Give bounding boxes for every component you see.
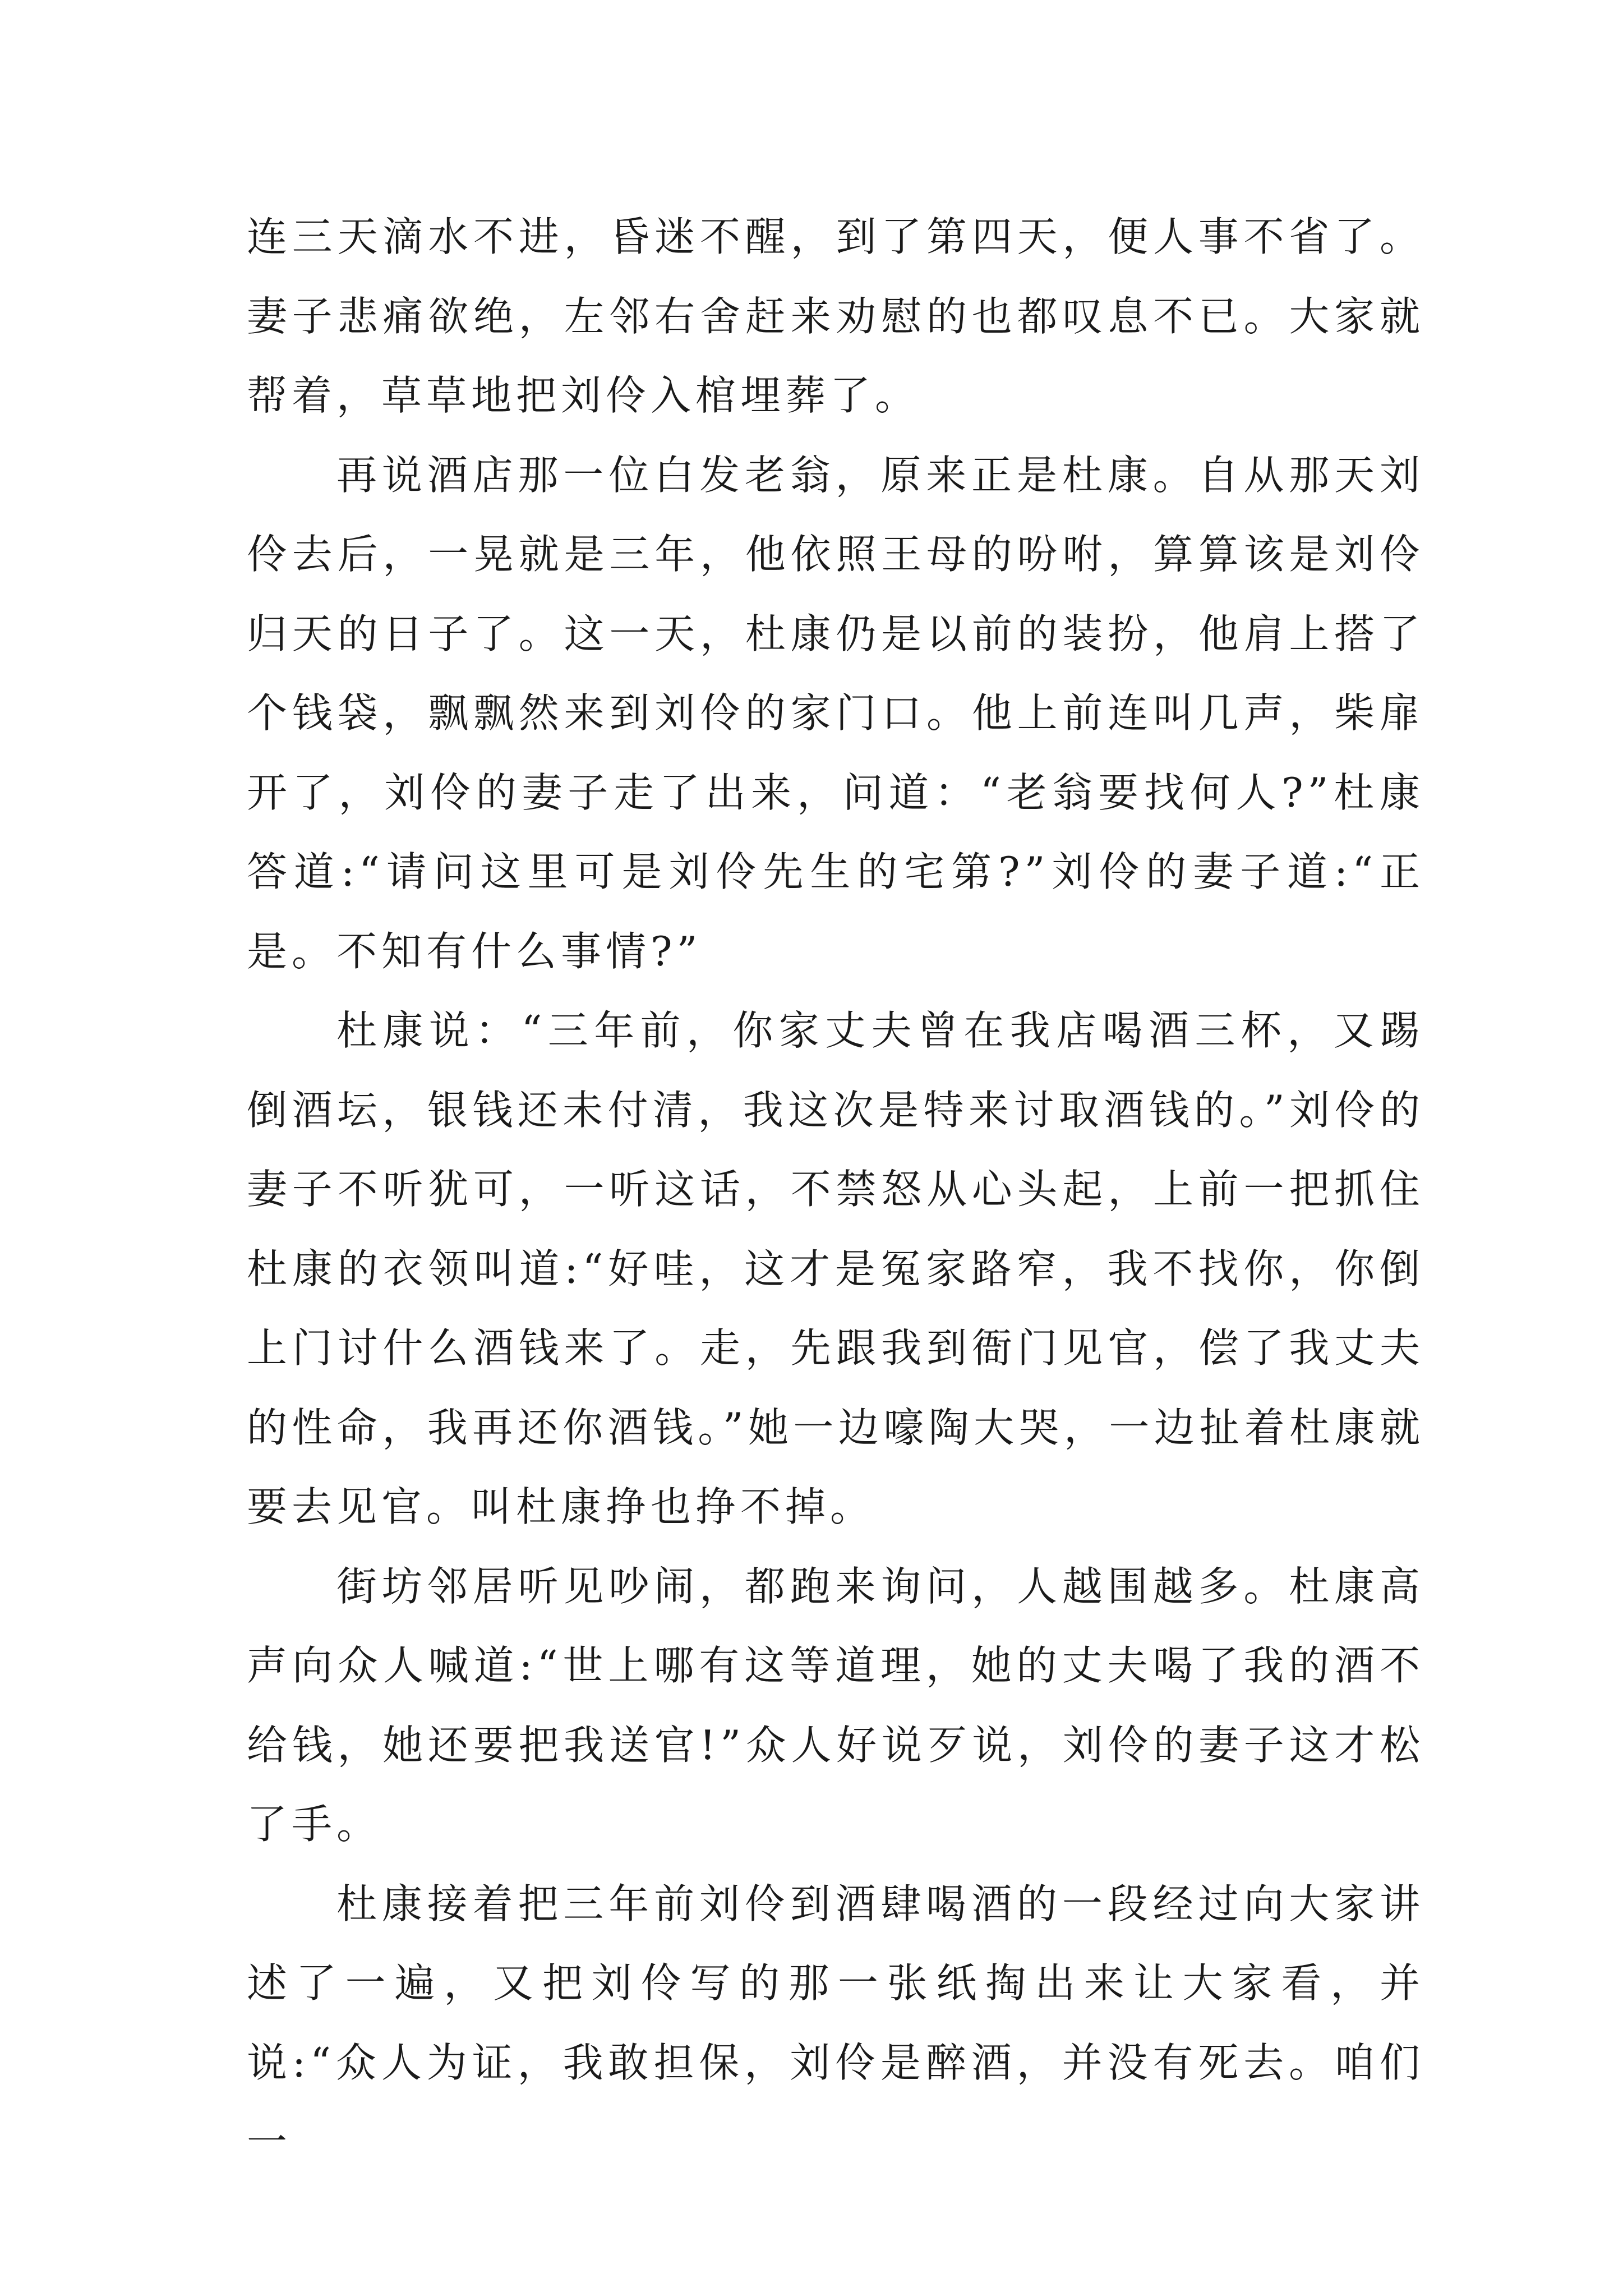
paragraph-3: 杜康说：“三年前，你家丈夫曾在我店喝酒三杯，又踢倒酒坛，银钱还未付清，我这次是特来讨取酒钱的。”刘伶的妻子不听犹可，一听这话，不禁怒从心头起，上前一把抓住杜康的衣领叫道:“好哇，这才是冤家路窄，我不找你，你倒上门讨什么酒钱来了。走，先跟我到衙门见官，偿了我丈夫的性命，我再还你酒钱。”她一边嚎陶大哭，一边扯着杜康就要去见官。叫杜康挣也挣不掉。 [247, 1007, 1424, 1530]
document-body [247, 197, 1424, 2182]
paragraph-1: 连三天滴水不进，昏迷不醒，到了第四天，便人事不省了。妻子悲痛欲绝，左邻右舍赶来劝慰的也都叹息不已。大家就帮着，草草地把刘伶入棺埋葬了。 [247, 213, 1424, 419]
paragraph-4: 街坊邻居听见吵闹，都跑来询问，人越围越多。杜康高声向众人喊道:“世上哪有这等道理，她的丈夫喝了我的酒不给钱，她还要把我送官!”众人好说歹说，刘伶的妻子这才松了手。 [247, 1562, 1424, 1848]
paragraph-2: 再说酒店那一位白发老翁，原来正是杜康。自从那天刘伶去后，一晃就是三年，他依照王母的吩咐，算算该是刘伶归天的日子了。这一天，杜康仍是以前的装扮，他肩上搭了个钱袋，飘飘然来到刘伶的家门口。他上前连叫几声，柴扉开了，刘伶的妻子走了出来，问道：“老翁要找何人?”杜康答道:“请问这里可是刘伶先生的宅第?”刘伶的妻子道:“正是。不知有什么事情?” [247, 451, 1424, 975]
paragraph-5: 杜康接着把三年前刘伶到酒肆喝酒的一段经过向大家讲述了一遍，又把刘伶写的那一张纸掏出来让大家看，并说:“众人为证，我敢担保，刘伶是醉酒，并没有死去。咱们一 [247, 1880, 1424, 2165]
